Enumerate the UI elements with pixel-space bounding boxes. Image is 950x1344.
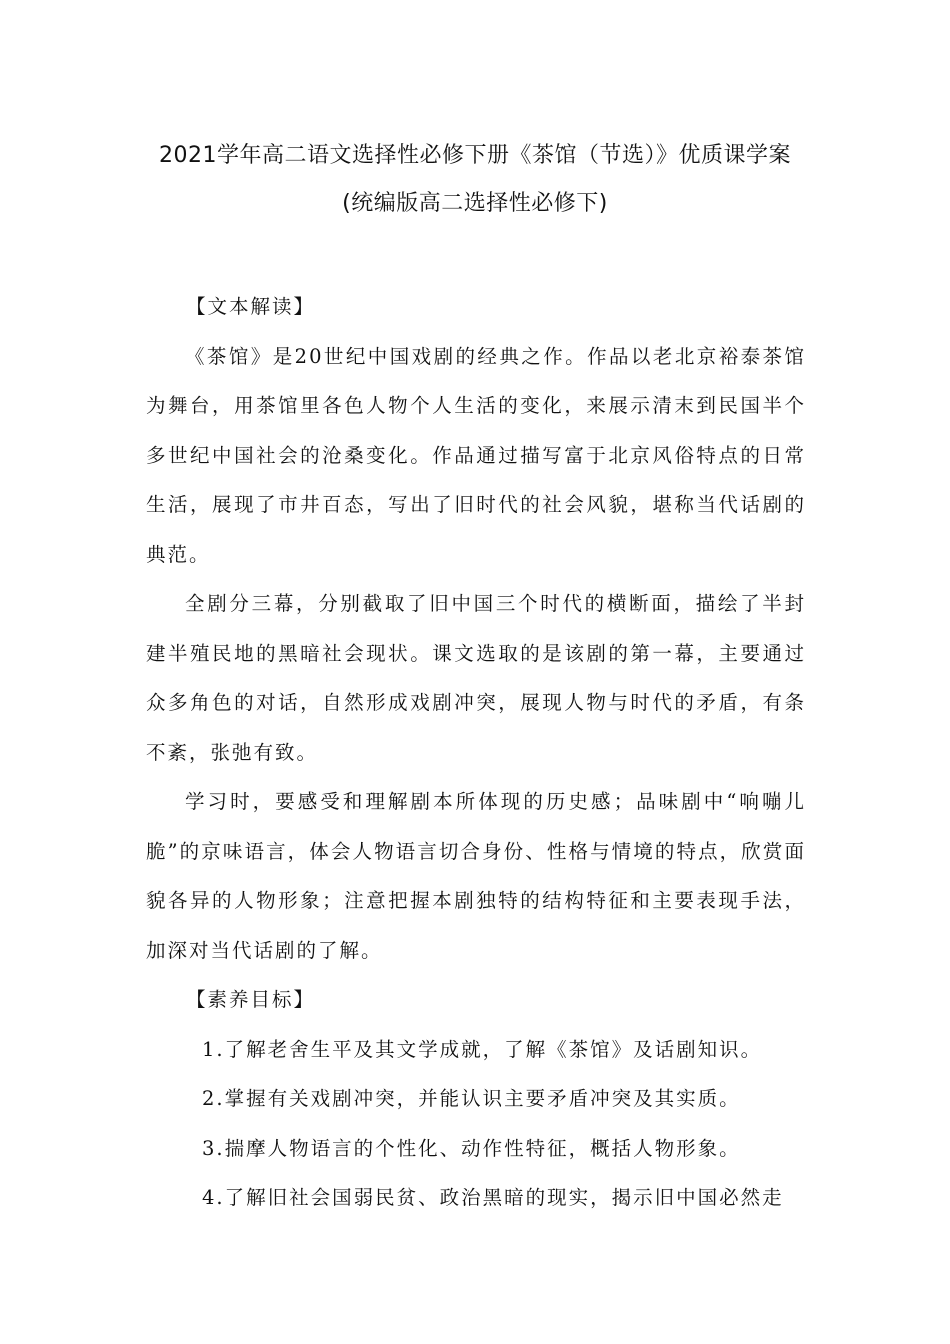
goal-item: 2.掌握有关戏剧冲突，并能认识主要矛盾冲突及其实质。	[202, 1087, 741, 1110]
goal-item: 1.了解老舍生平及其文学成就，了解《茶馆》及话剧知识。	[202, 1037, 763, 1061]
goal-item: 4.了解旧社会国弱民贫、政治黑暗的现实，揭示旧中国必然走	[202, 1186, 784, 1209]
goal-item: 3.揣摩人物语言的个性化、动作性特征，概括人物形象。	[202, 1136, 741, 1160]
reading-paragraph: 学习时，要感受和理解剧本所体现的历史感；品味剧中“响嘣儿脆”的京味语言，体会人物语言切合身份、性格与情境的特点，欣赏面貌各异的人物形象；注意把握本剧独特的结构特征和主要表现手法，加深对当代话剧的了解。	[146, 790, 806, 962]
section-heading-reading: 【文本解读】	[186, 295, 316, 318]
document-body	[146, 282, 806, 1223]
reading-paragraph: 《茶馆》是20世纪中国戏剧的经典之作。作品以老北京裕泰茶馆为舞台，用茶馆里各色人物个人生活的变化，来展示清末到民国半个多世纪中国社会的沧桑变化。作品通过描写富于北京风俗特点的日常生活，展现了市井百态，写出了旧时代的社会风貌，堪称当代话剧的典范。	[146, 344, 806, 566]
reading-paragraph: 全剧分三幕，分别截取了旧中国三个时代的横断面，描绘了半封建半殖民地的黑暗社会现状。课文选取的是该剧的第一幕，主要通过众多角色的对话，自然形成戏剧冲突，展现人物与时代的矛盾，有条不紊，张弛有致。	[146, 592, 806, 764]
document-title: 2021学年高二语文选择性必修下册《茶馆（节选）》优质课学案	[159, 143, 791, 168]
document-subtitle: (统编版高二选择性必修下)	[342, 191, 608, 216]
section-heading-goals: 【素养目标】	[186, 988, 316, 1011]
